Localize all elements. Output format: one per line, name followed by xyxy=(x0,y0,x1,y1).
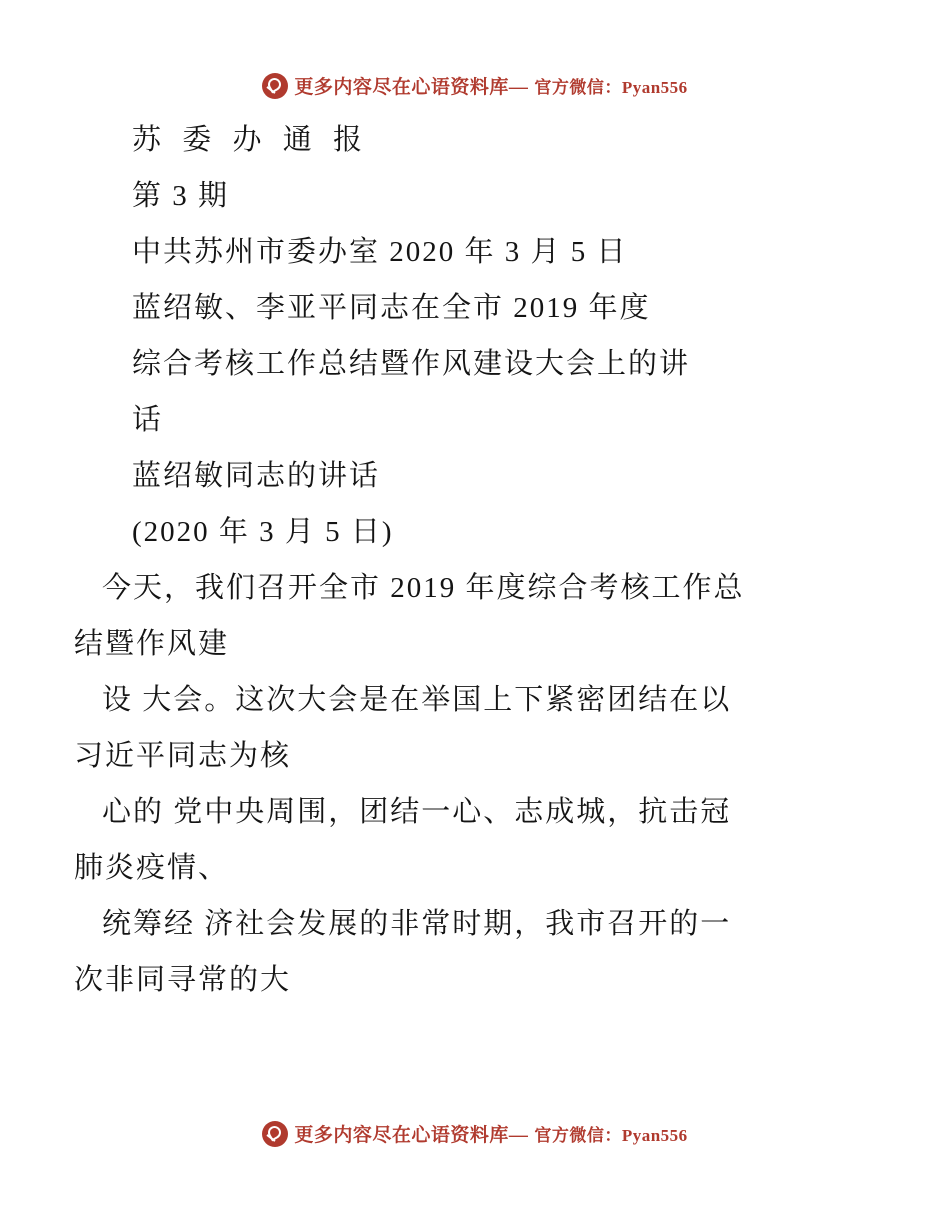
document-line: (2020 年 3 月 5 日) xyxy=(132,516,394,548)
document-line: 综合考核工作总结暨作风建设大会上的讲 xyxy=(132,348,691,380)
heart-logo-icon xyxy=(262,1121,288,1147)
watermark-top xyxy=(0,72,950,99)
document-text-body xyxy=(74,112,884,1008)
document-line: 心的 党中央周围，团结一心、志成城，抗击冠 xyxy=(102,796,732,828)
document-line: 统筹经 济社会发展的非常时期，我市召开的一 xyxy=(102,908,732,940)
document-line: 设 大会。这次大会是在举国上下紧密团结在以 xyxy=(102,684,732,716)
document-line: 习近平同志为核 xyxy=(74,740,292,772)
document-line: 第 3 期 xyxy=(132,180,230,212)
watermark-bottom xyxy=(0,1120,950,1147)
document-line: 中共苏州市委办室 2020 年 3 月 5 日 xyxy=(132,236,628,268)
document-line: 话 xyxy=(132,404,164,436)
watermark-sub-text: 官方微信：Pyan556 xyxy=(534,78,688,97)
document-line: 今天，我们召开全市 2019 年度综合考核工作总 xyxy=(102,572,745,604)
watermark-main-text: 更多内容尽在心语资料库— xyxy=(294,1125,529,1146)
watermark-sub-text: 官方微信：Pyan556 xyxy=(534,1126,688,1145)
document-line: 蓝绍敏、李亚平同志在全市 2019 年度 xyxy=(132,292,651,324)
heart-logo-icon xyxy=(262,73,288,99)
document-line: 苏 委 办 通 报 xyxy=(132,124,370,156)
watermark-main-text: 更多内容尽在心语资料库— xyxy=(294,77,529,98)
document-line: 结暨作风建 xyxy=(74,628,230,660)
document-line: 肺炎疫情、 xyxy=(74,852,230,884)
document-line: 蓝绍敏同志的讲话 xyxy=(132,460,381,492)
document-line: 次非同寻常的大 xyxy=(74,964,292,996)
